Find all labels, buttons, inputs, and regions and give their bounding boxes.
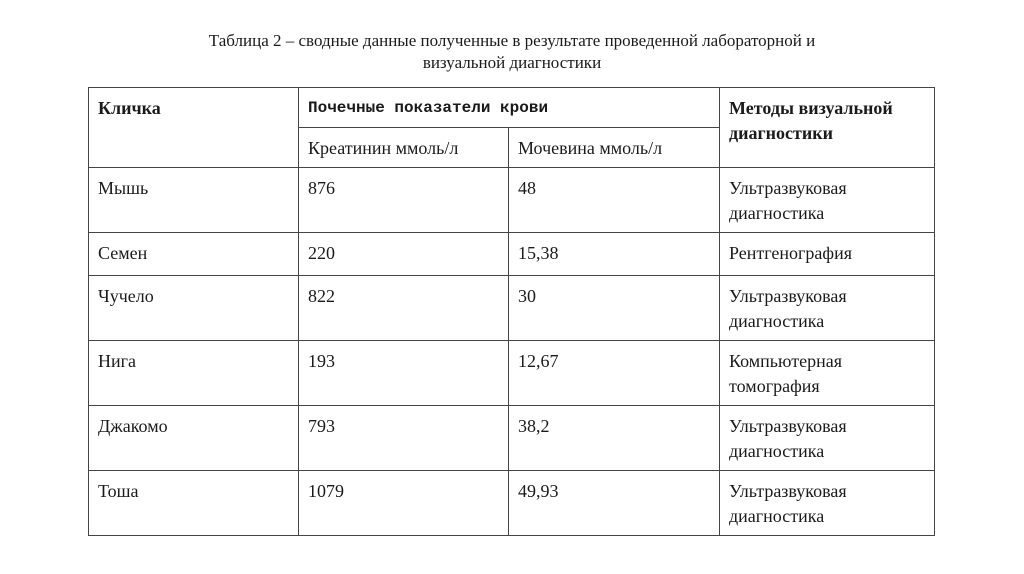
- table-row: [89, 276, 935, 341]
- header-creatinine: Креатинин ммоль/л: [299, 128, 509, 168]
- cell-creatinine: 1079: [299, 471, 509, 536]
- table-caption: [0, 30, 1024, 74]
- cell-urea: 48: [509, 168, 720, 233]
- cell-creatinine: 793: [299, 406, 509, 471]
- table-row: [89, 168, 935, 233]
- table-row: [89, 341, 935, 406]
- cell-method: Рентгенография: [720, 233, 935, 276]
- table-row: [89, 406, 935, 471]
- table-row: [89, 233, 935, 276]
- header-urea: Мочевина ммоль/л: [509, 128, 720, 168]
- cell-name: Чучело: [89, 276, 299, 341]
- cell-name: Семен: [89, 233, 299, 276]
- cell-urea: 15,38: [509, 233, 720, 276]
- cell-method: Ультразвуковая диагностика: [720, 471, 935, 536]
- cell-creatinine: 193: [299, 341, 509, 406]
- cell-creatinine: 220: [299, 233, 509, 276]
- caption-line-1: Таблица 2 – сводные данные полученные в результате проведенной лабораторной и: [208, 31, 816, 50]
- cell-method: Ультразвуковая диагностика: [720, 276, 935, 341]
- header-blood-indicators: Почечные показатели крови: [299, 88, 720, 128]
- cell-method: Ультразвуковая диагностика: [720, 168, 935, 233]
- cell-urea: 12,67: [509, 341, 720, 406]
- cell-creatinine: 822: [299, 276, 509, 341]
- cell-creatinine: 876: [299, 168, 509, 233]
- cell-method: Компьютерная томография: [720, 341, 935, 406]
- caption-line-2: визуальной диагностики: [422, 53, 602, 72]
- cell-name: Джакомо: [89, 406, 299, 471]
- cell-name: Нига: [89, 341, 299, 406]
- cell-method: Ультразвуковая диагностика: [720, 406, 935, 471]
- header-name: Кличка: [89, 88, 299, 168]
- cell-name: Мышь: [89, 168, 299, 233]
- cell-name: Тоша: [89, 471, 299, 536]
- cell-urea: 30: [509, 276, 720, 341]
- table-row: [89, 471, 935, 536]
- header-row-1: [89, 88, 935, 128]
- summary-table: [88, 87, 935, 536]
- cell-urea: 49,93: [509, 471, 720, 536]
- header-methods: Методы визуальной диагностики: [720, 88, 935, 168]
- cell-urea: 38,2: [509, 406, 720, 471]
